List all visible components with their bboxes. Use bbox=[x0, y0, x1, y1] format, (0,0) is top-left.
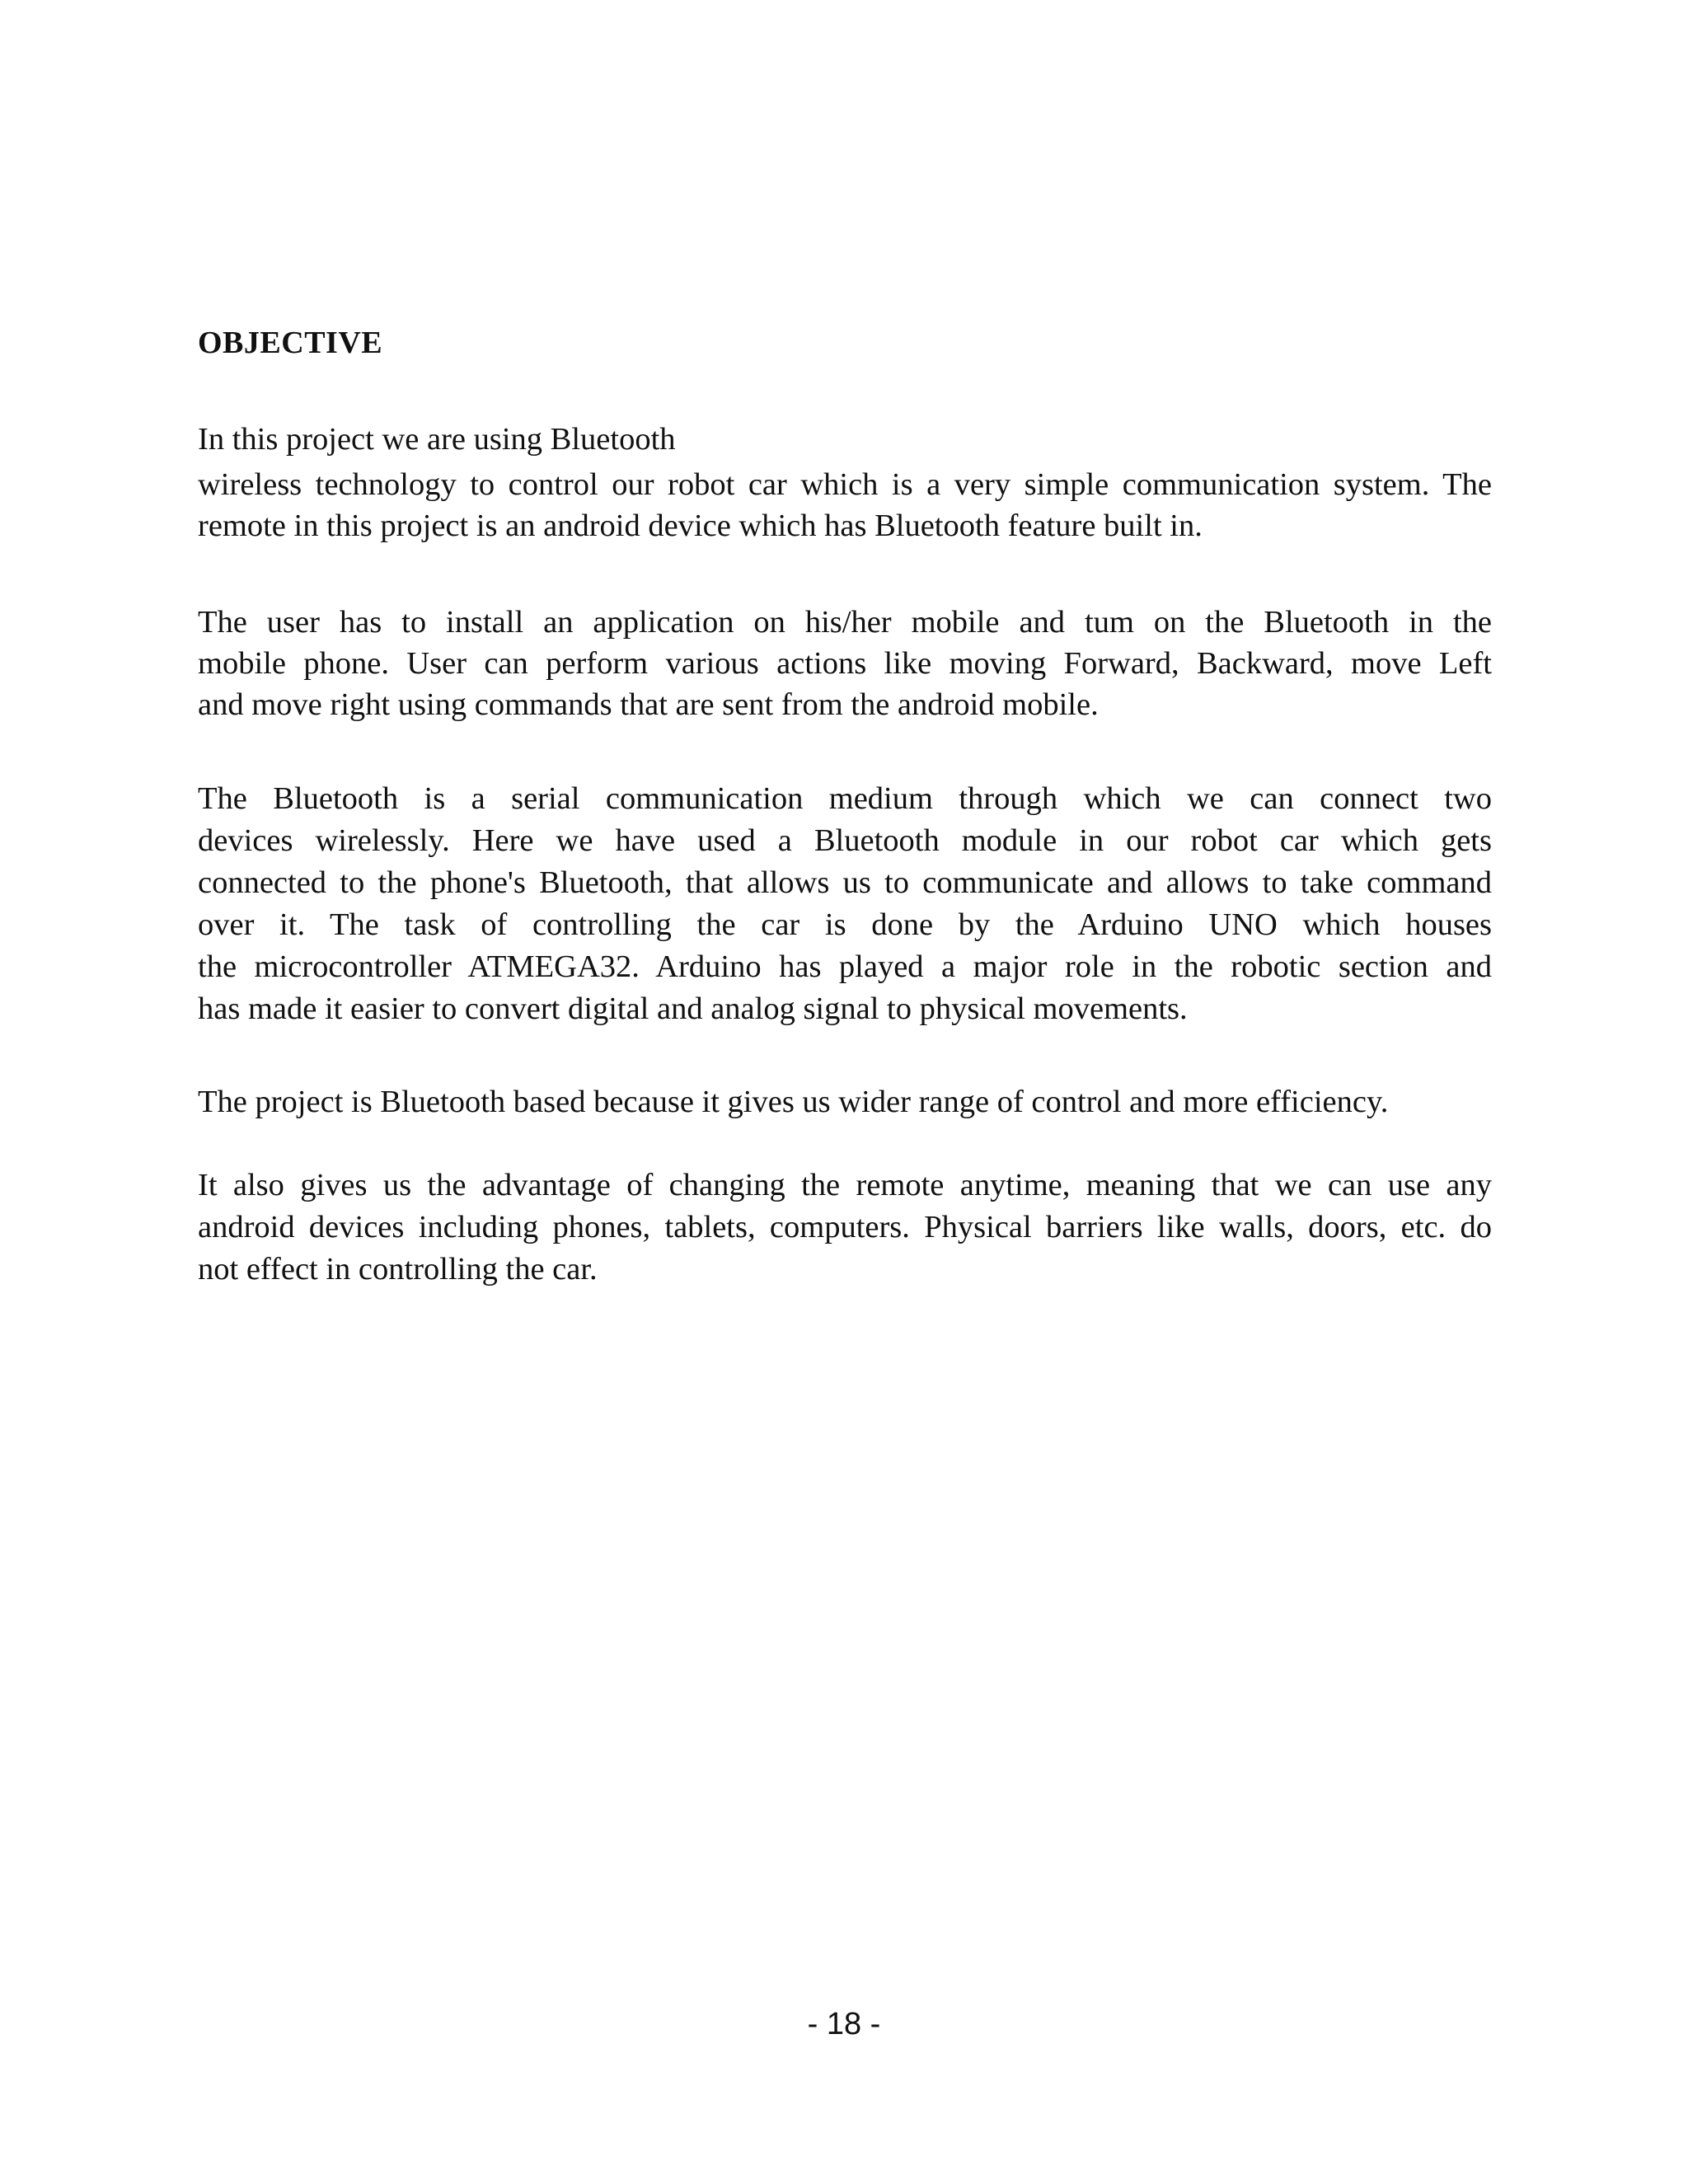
paragraph-3-line-5: the microcontroller ATMEGA32. Arduino has played a major role in the robotic section and bbox=[198, 949, 1492, 984]
paragraph-2-line-3: and move right using commands that are sent from the android mobile. bbox=[198, 687, 1099, 722]
paragraph-4-line-1: The project is Bluetooth based because it gives us wider range of control and more efficiency. bbox=[198, 1085, 1389, 1119]
paragraph-1-line-2: wireless technology to control our robot car which is a very simple communication system. The bbox=[198, 467, 1492, 502]
paragraph-5-line-3: not effect in controlling the car. bbox=[198, 1252, 598, 1286]
paragraph-5-line-2: android devices including phones, tablets, computers. Physical barriers like walls, doors, etc. do bbox=[198, 1210, 1492, 1244]
paragraph-3-line-6: has made it easier to convert digital and analog signal to physical movements. bbox=[198, 991, 1188, 1026]
paragraph-2-line-2: mobile phone. User can perform various actions like moving Forward, Backward, move Left bbox=[198, 646, 1492, 681]
paragraph-2-line-1: The user has to install an application on his/her mobile and tum on the Bluetooth in the bbox=[198, 605, 1492, 640]
paragraph-3-line-3: connected to the phone's Bluetooth, that allows us to communicate and allows to take command bbox=[198, 865, 1492, 900]
paragraph-3-line-2: devices wirelessly. Here we have used a Bluetooth module in our robot car which gets bbox=[198, 823, 1492, 858]
paragraph-1-line-1: In this project we are using Bluetooth bbox=[198, 422, 676, 457]
page-number: - 18 - bbox=[807, 2007, 881, 2041]
section-heading: OBJECTIVE bbox=[198, 326, 383, 360]
paragraph-3-line-4: over it. The task of controlling the car is done by the Arduino UNO which houses bbox=[198, 907, 1492, 942]
paragraph-1-line-3: remote in this project is an android device which has Bluetooth feature built in. bbox=[198, 509, 1203, 543]
paragraph-3-line-1: The Bluetooth is a serial communication medium through which we can connect two bbox=[198, 781, 1492, 816]
paragraph-5-line-1: It also gives us the advantage of changing the remote anytime, meaning that we can use any bbox=[198, 1168, 1492, 1202]
